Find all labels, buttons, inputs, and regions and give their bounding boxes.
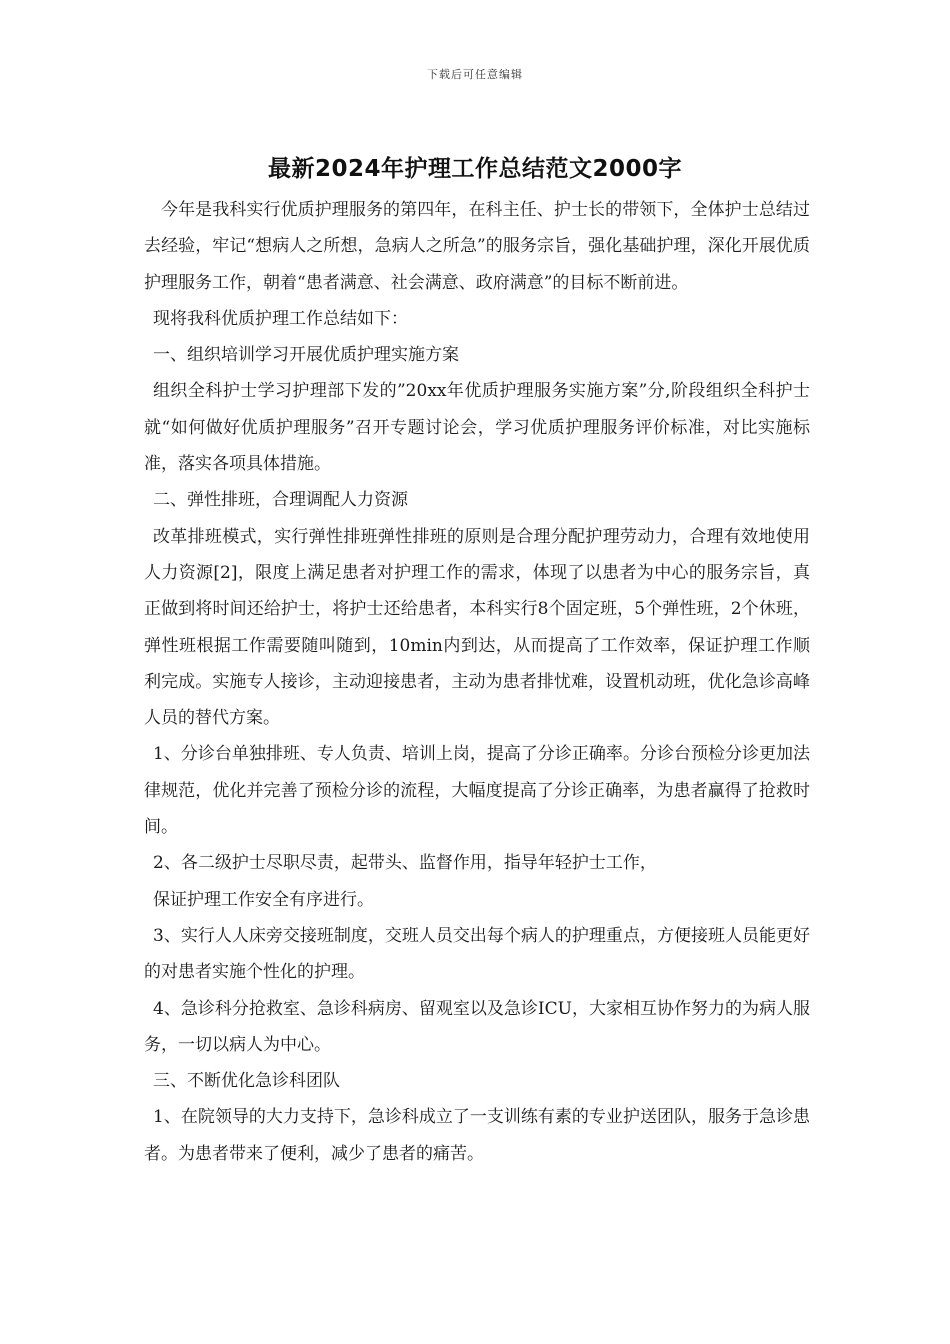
list-item-senior-nurses: 2、各二级护士尽职尽责，起带头、监督作用，指导年轻护士工作，: [153, 853, 657, 874]
section-heading-3: 三、不断优化急诊科团队: [153, 1071, 340, 1092]
body-paragraph-intro: 今年是我科实行优质护理服务的第四年，在科主任、护士长的带领下，全体护士总结过去经验，牢记“想病人之所想，急病人之所急”的服务宗旨，强化基础护理，深化开展优质护理服务工作，朝着“患者满意、社会满意、政府满意”的目标不断前进。: [144, 200, 810, 293]
list-item-senior-nurses-cont: 保证护理工作安全有序进行。: [153, 889, 374, 910]
list-item-bedside-handover: 3、实行人人床旁交接班制度，交班人员交出每个病人的护理重点，方便接班人员能更好的对患者实施个性化的护理。: [144, 925, 810, 983]
list-item-triage: 1、分诊台单独排班、专人负责、培训上岗，提高了分诊正确率。分诊台预检分诊更加法律规范，优化并完善了预检分诊的流程，大幅度提高了分诊正确率，为患者赢得了抢救时间。: [144, 744, 810, 838]
page-header: 下载后可任意编辑: [427, 68, 523, 81]
body-paragraph-summary-lead: 现将我科优质护理工作总结如下：: [153, 308, 408, 329]
document-body: [144, 192, 810, 1172]
section-heading-1: 一、组织培训学习开展优质护理实施方案: [153, 345, 459, 366]
list-item-er-units: 4、急诊科分抢救室、急诊科病房、留观室以及急诊ICU，大家相互协作努力的为病人服务，一切以病人为中心。: [144, 998, 810, 1055]
section-heading-2: 二、弹性排班，合理调配人力资源: [153, 490, 408, 511]
document-title: 最新2024年护理工作总结范文2000字: [267, 156, 683, 182]
body-paragraph-scheduling: 改革排班模式，实行弹性排班弹性排班的原则是合理分配护理劳动力，合理有效地使用人力资源[2]，限度上满足患者对护理工作的需求，体现了以患者为中心的服务宗旨，真正做到将时间还给护士，将护士还给患者，本科实行8个固定班，5个弹性班，2个休班，弹性班根据工作需要随叫随到，10min内到达，从而提高了工作效率，保证护理工作顺利完成。实施专人接诊，主动迎接患者，主动为患者排忧难，设置机动班，优化急诊高峰人员的替代方案。: [144, 526, 810, 729]
body-paragraph-training: 组织全科护士学习护理部下发的”20xx年优质护理服务实施方案”分,阶段组织全科护士就“如何做好优质护理服务”召开专题讨论会，学习优质护理服务评价标准，对比实施标准，落实各项具体措施。: [144, 381, 810, 475]
list-item-escort-team: 1、在院领导的大力支持下，急诊科成立了一支训练有素的专业护送团队，服务于急诊患者。为患者带来了便利，减少了患者的痛苦。: [144, 1107, 810, 1164]
